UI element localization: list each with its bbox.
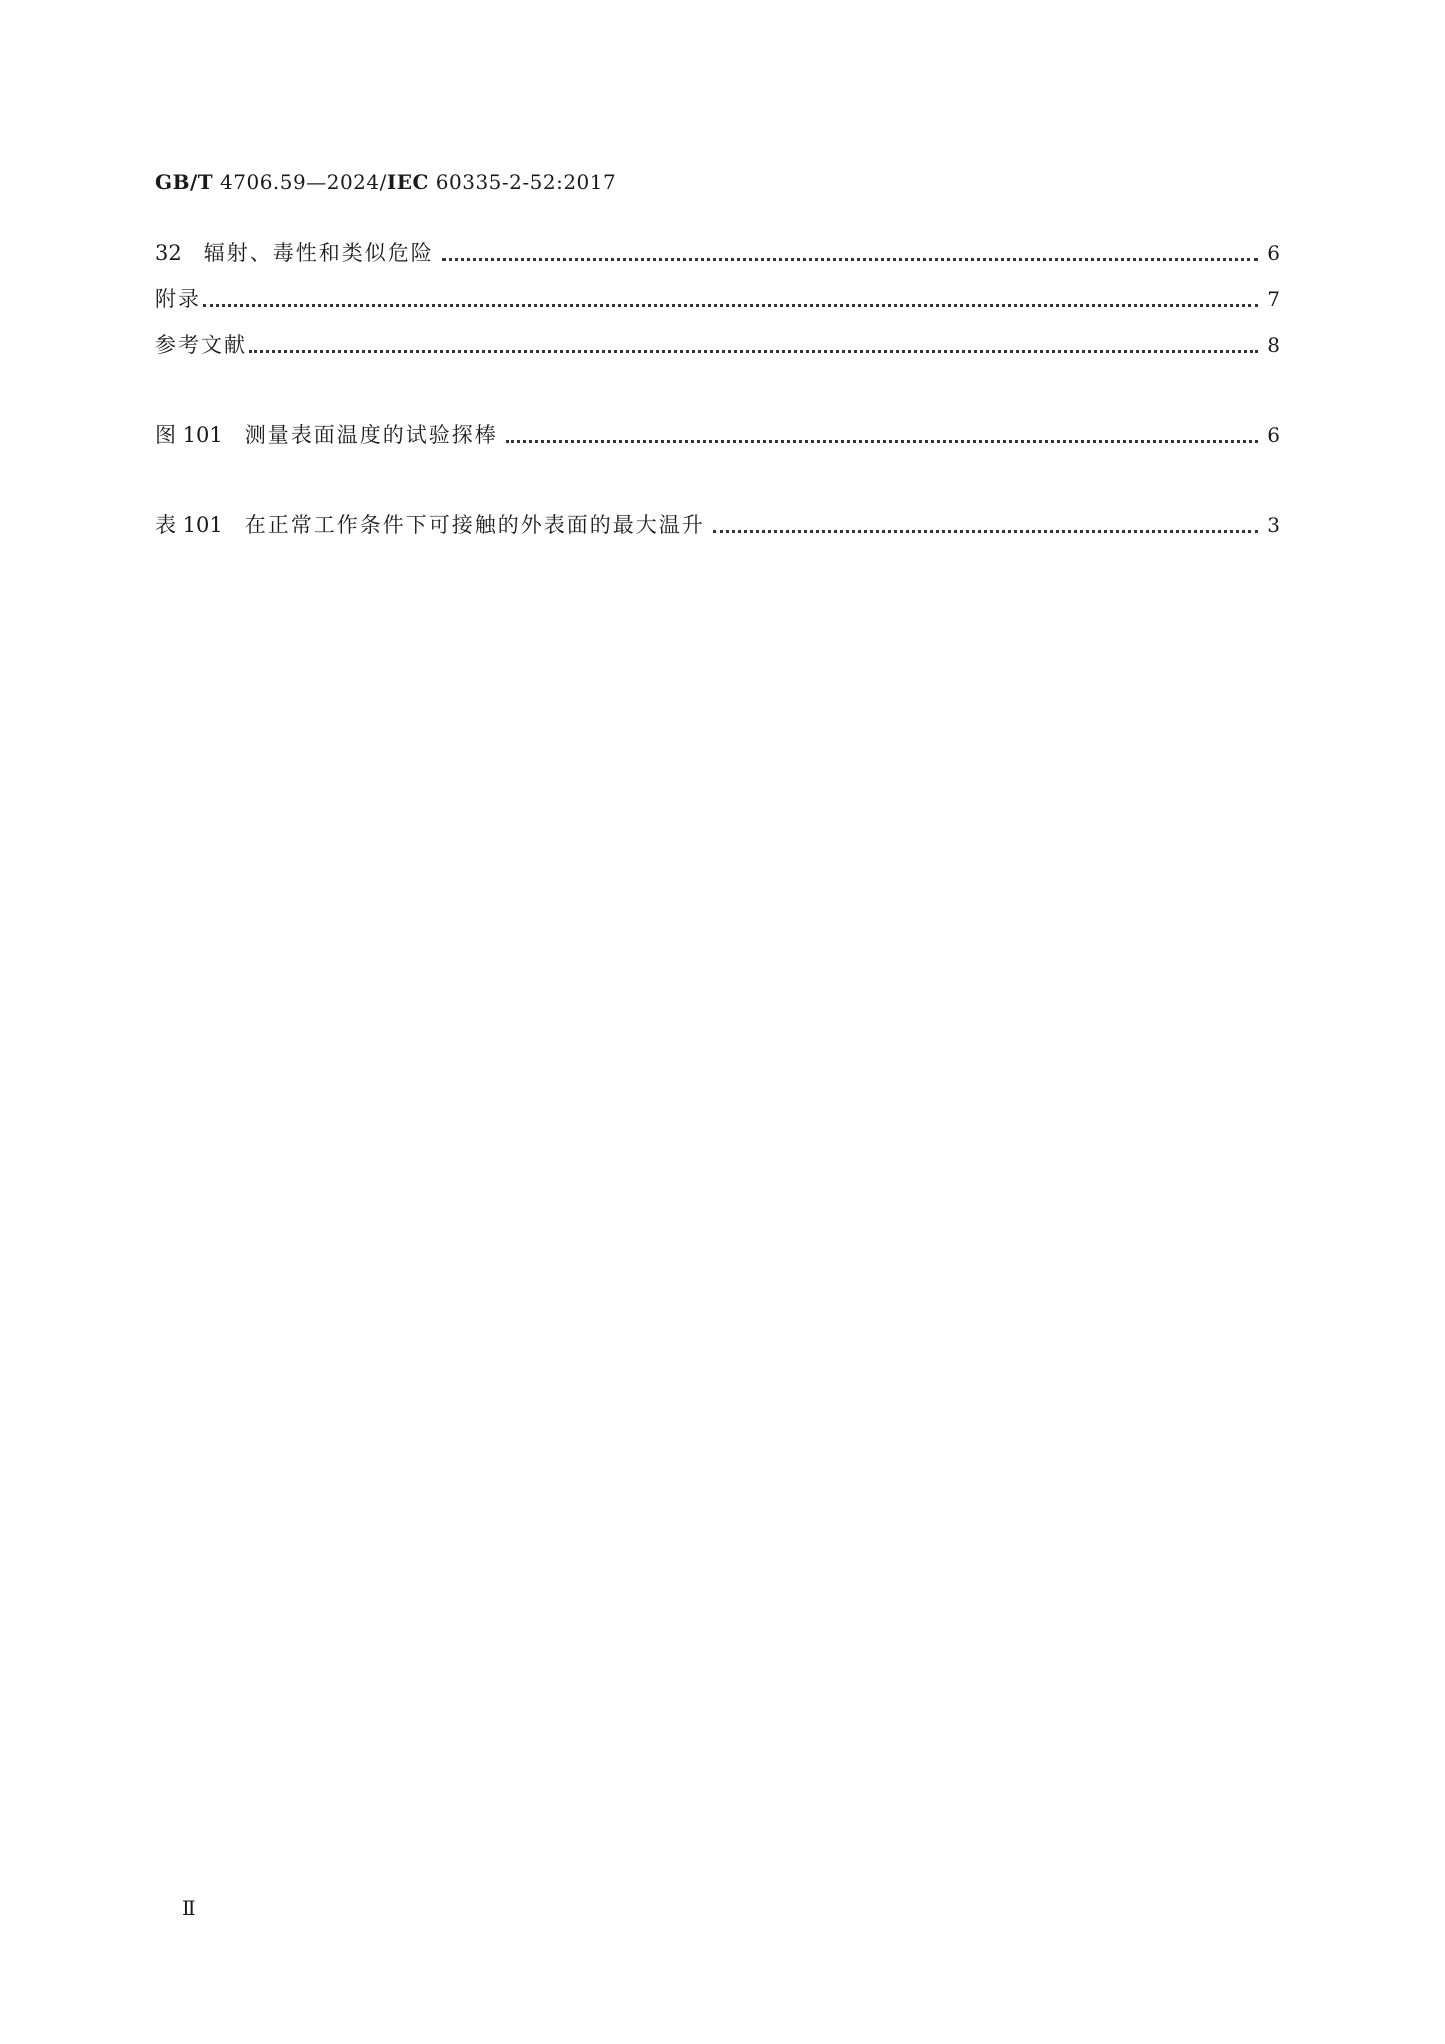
document-header	[155, 170, 616, 194]
dot-leader	[203, 304, 1258, 307]
toc-figure-number: 图 101	[155, 423, 223, 447]
toc-entry-title: 辐射、毒性和类似危险	[203, 241, 434, 265]
toc-entry-number: 32	[155, 241, 182, 265]
toc-entry-page: 8	[1267, 333, 1280, 357]
toc-entry-page: 7	[1267, 287, 1280, 311]
toc-entry-32[interactable]	[155, 238, 1280, 268]
standard-number: 4706.59—2024/	[213, 170, 387, 194]
iec-prefix: IEC	[386, 170, 429, 194]
toc-figure-101[interactable]	[155, 420, 1280, 450]
toc-table-number: 表 101	[155, 513, 223, 537]
toc-table-101[interactable]	[155, 510, 1280, 540]
dot-leader	[713, 530, 1258, 533]
dot-leader	[506, 440, 1258, 443]
toc-entry-title: 参考文献	[155, 333, 247, 357]
toc-table-title: 在正常工作条件下可接触的外表面的最大温升	[244, 513, 705, 537]
page-number: Ⅱ	[182, 1896, 196, 1920]
toc-figure-title: 测量表面温度的试验探棒	[244, 423, 498, 447]
toc-entry-page: 6	[1267, 241, 1280, 265]
toc-figure-page: 6	[1267, 423, 1280, 447]
dot-leader	[249, 350, 1258, 353]
standard-prefix: GB/T	[155, 170, 214, 194]
dot-leader	[442, 258, 1258, 261]
iec-number: 60335-2-52:2017	[428, 170, 617, 194]
toc-table-page: 3	[1267, 513, 1280, 537]
toc-entry-appendix[interactable]	[155, 284, 1280, 314]
toc-entry-title: 附录	[155, 287, 201, 311]
toc-entry-bibliography[interactable]	[155, 330, 1280, 360]
